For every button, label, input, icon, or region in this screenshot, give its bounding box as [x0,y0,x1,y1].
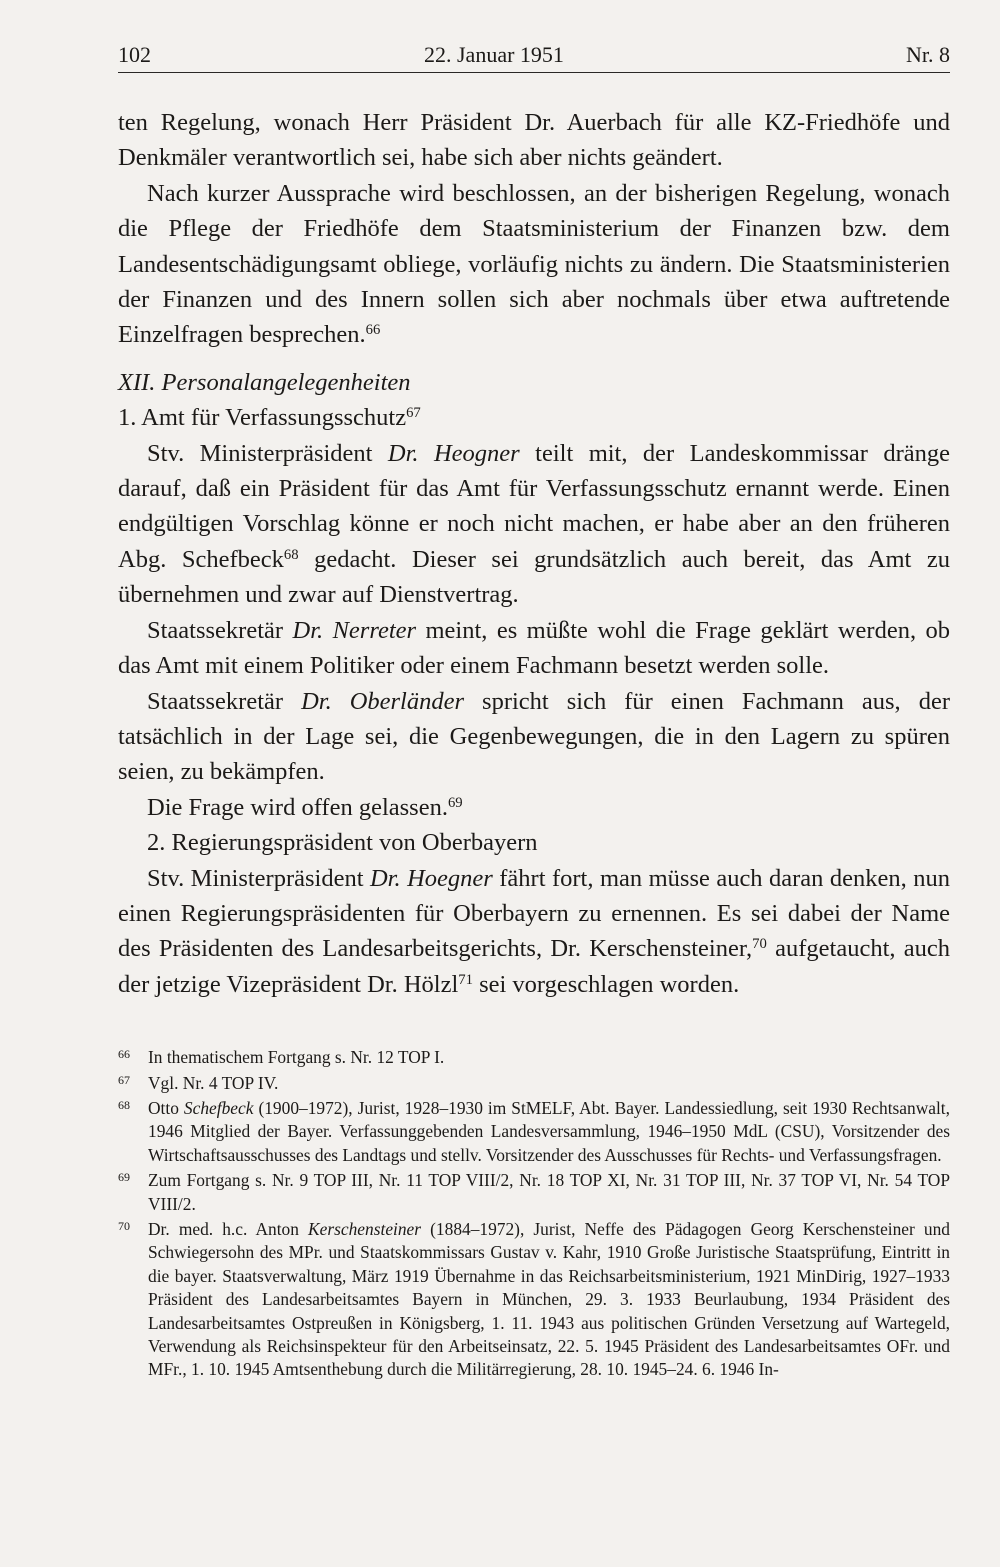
footnote-ref: 66 [365,322,381,339]
footnote-ref: 67 [406,405,421,422]
footnote-number: 69 [118,1170,130,1185]
person-name: Kerschensteiner [308,1219,422,1239]
person-name: Schefbeck [183,1097,254,1118]
paragraph-hoegner-1: Stv. Ministerpräsident Dr. Heogner teilt mit, der Landeskommissar dränge darauf, daß ein Präsident für das Amt für Verfassungsschutz ernannt werde. Einen endgültigen Vorschlag könne er noch nicht machen, er habe aber an den früheren Abg. Schefbeck$^{68}$ gedacht. Dieser sei grundsätzlich auch bereit, das Amt zu übernehmen und zwar auf Dienstvertrag. [118,439,950,609]
paragraph-continuation: ten Regelung, wonach Herr Präsident Dr. Auerbach für alle KZ-Friedhöfe und Denkmäler verantwortlich sei, habe sich aber nichts geändert. [118,109,950,172]
running-header [118,38,950,73]
footnote-number: 70 [118,1219,130,1233]
section-heading: XII. Personalangelegenheiten [118,368,411,396]
footnote-number: 66 [118,1047,130,1062]
header-date: 22. Januar 1951 [424,42,564,67]
footnote-ref: 69 [447,794,463,811]
item-title-verfassungsschutz: 1. Amt für Verfassungsschutz$^{67}$ [118,404,421,432]
footnote-ref: 71 [458,971,473,988]
main-text [118,105,950,1002]
footnote-70: 70 Dr. med. h.c. Anton Kerschensteiner (1884–1972), Jurist, Neffe des Pädagogen Georg Kerschensteiner und Schwiegersohn des MPr. und Staatskommissars Gustav v. Kahr, 1910 Große Juristische Staatsprüfung, Eintritt in die bayer. Staatsverwaltung, März 1919 Übernahme in das Reichsarbeitsministerium, 1921 MinDirig, 1927–1933 Präsident des Landesarbeitsamtes Bayern in München, 29. 3. 1933 Beurlaubung, 1934 Präsident des Landesarbeitsamtes Ostpreußen in Königsberg, 1. 11. 1943 aus politischen Gründen Versetzung auf Wartegeld, Verwendung als Reichsinspekteur für den Arbeitseinsatz, 22. 5. 1945 Präsident des Landesarbeitsamtes OFr. und MFr., 1. 10. 1945 Amtsenthebung durch die Militärregierung, 28. 10. 1945–24. 6. 1946 In- [118,1218,950,1382]
footnote-68: 68 Otto Schefbeck (1900–1972), Jurist, 1928–1930 im StMELF, Abt. Bayer. Landessiedlung, seit 1930 Rechtsanwalt, 1946 Mitglied der Bayer. Verfassunggebenden Landesversammlung, 1946–1950 MdL (CSU), Vorsitzender des Wirtschaftsausschusses des Landtags und stellv. Vorsitzender des Ausschusses für Rechts- und Verfassungsfragen. [118,1097,950,1167]
header-document-number: Nr. 8 [906,42,950,67]
speaker-name: Dr. Nerreter [292,616,417,644]
speaker-name: Dr. Heogner [387,439,520,467]
footnote-ref: 68 [283,546,299,563]
paragraph-decision: Nach kurzer Aussprache wird beschlossen, an der bisherigen Regelung, wonach die Pflege der Friedhöfe dem Staatsministerium der Finanzen bzw. dem Landesentschädigungsamt obliege, vorläufig nichts zu ändern. Die Staatsministerien der Finanzen und des Innern sollen sich aber nochmals über etwa auftretende Einzelfragen besprechen.$^{66}$ [118,179,950,349]
footnote-number: 67 [118,1072,130,1087]
item-title-regierungspraesident: 2. Regierungspräsident von Oberbayern [147,829,538,857]
paragraph-nerreter: Staatssekretär Dr. Nerreter meint, es müßte wohl die Frage geklärt werden, ob das Amt mit einem Politiker oder einem Fachmann besetzt werden solle. [118,616,950,680]
paragraph-hoegner-2: Stv. Ministerpräsident Dr. Hoegner fährt fort, man müsse auch daran denken, nun einen Regierungspräsidenten für Oberbayern zu ernennen. Es sei dabei der Name des Präsidenten des Landesarbeitsgerichts, Dr. Kerschensteiner,$^{70}$ aufgetaucht, auch der jetzige Vizepräsident Dr. Hölzl$^{71}$ sei vorgeschlagen worden. [118,864,950,998]
book-page [118,38,950,1384]
footnote-66: 66 In thematischem Fortgang s. Nr. 12 TOP I. [118,1046,950,1069]
paragraph-open-question: Die Frage wird offen gelassen.$^{69}$ [147,793,463,821]
footnotes [118,1046,950,1382]
footnote-69: 69 Zum Fortgang s. Nr. 9 TOP III, Nr. 11 TOP VIII/2, Nr. 18 TOP XI, Nr. 31 TOP III, Nr. 37 TOP VI, Nr. 54 TOP VIII/2. [118,1169,950,1216]
footnote-number: 68 [118,1097,130,1112]
speaker-name: Dr. Oberländer [301,687,465,715]
page-number: 102 [118,42,151,67]
footnote-ref: 70 [752,936,767,953]
footnote-67: 67 Vgl. Nr. 4 TOP IV. [118,1072,950,1095]
paragraph-oberlaender: Staatssekretär Dr. Oberländer spricht sich für einen Fachmann aus, der tatsächlich in der Lage sei, die Gegenbewegungen, die in den Lagern zu spüren seien, zu bekämpfen. [118,687,950,786]
speaker-name: Dr. Hoegner [369,864,493,892]
